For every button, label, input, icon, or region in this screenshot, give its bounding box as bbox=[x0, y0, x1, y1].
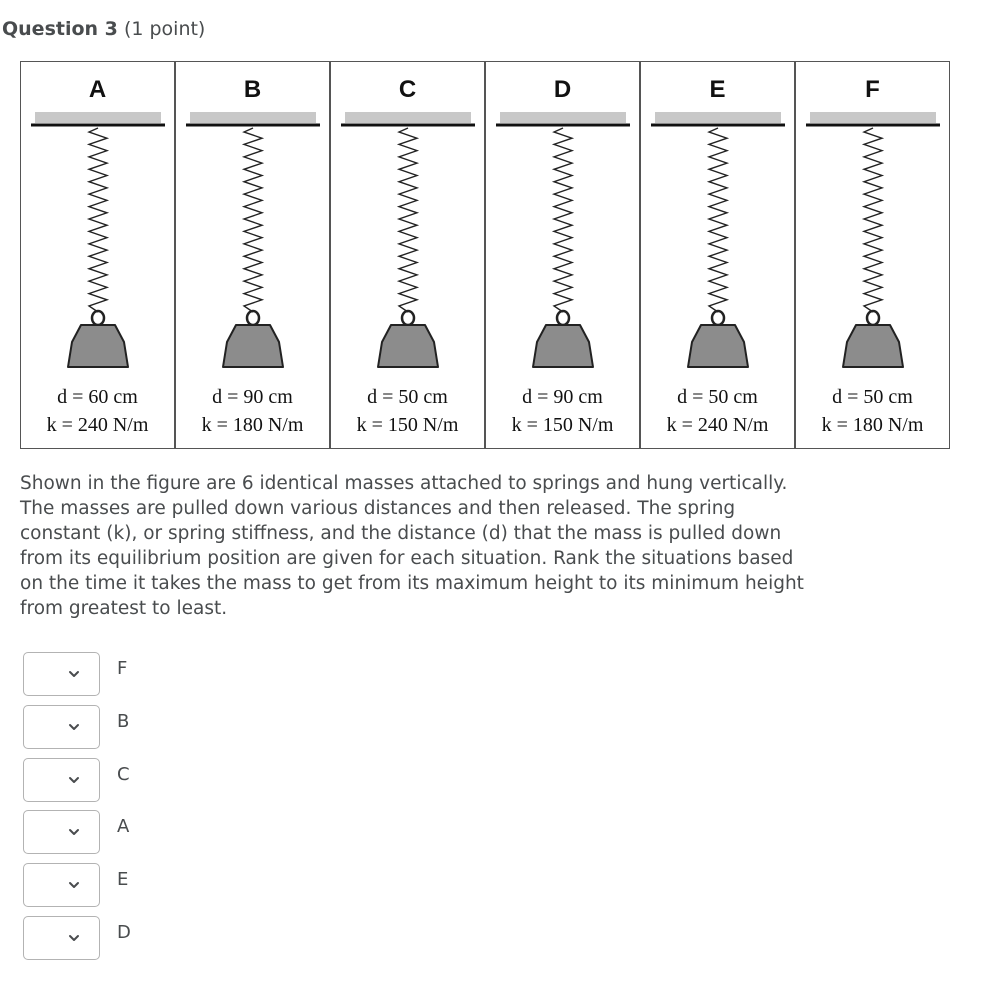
hanging-mass bbox=[843, 325, 903, 367]
hanging-mass bbox=[688, 325, 748, 367]
spring-constant-label: k = 240 N/m bbox=[46, 414, 149, 436]
hanging-mass bbox=[223, 325, 283, 367]
spring-coil bbox=[89, 128, 107, 312]
mass-hook bbox=[557, 311, 569, 325]
spring-constant-label: k = 150 N/m bbox=[356, 414, 459, 436]
ceiling-support bbox=[655, 112, 781, 123]
distance-label: d = 90 cm bbox=[522, 386, 603, 408]
panel-label: F bbox=[865, 76, 880, 103]
chevron-down-icon bbox=[67, 720, 81, 734]
chevron-down-icon bbox=[67, 773, 81, 787]
rank-dropdown[interactable] bbox=[23, 758, 100, 802]
rank-item-label: C bbox=[117, 764, 130, 785]
question-title: Question 3 bbox=[2, 18, 118, 40]
spring-coil bbox=[399, 128, 417, 312]
spring-panel-b bbox=[175, 61, 330, 449]
distance-label: d = 90 cm bbox=[212, 386, 293, 408]
distance-label: d = 50 cm bbox=[677, 386, 758, 408]
distance-label: d = 50 cm bbox=[832, 386, 913, 408]
distance-label: d = 50 cm bbox=[367, 386, 448, 408]
question-description: Shown in the figure are 6 identical masses attached to springs and hung vertically. The masses are pulled down various distances and then released. The spring constant (k), or spring stiffness, and the distance (d) that the mass is pulled down from its equilibrium position are given for each situation. Rank the situations based on the time it takes the mass to get from its maximum height to its minimum height from greatest to least. bbox=[20, 473, 804, 619]
spring-coil bbox=[244, 128, 262, 312]
ceiling-support bbox=[810, 112, 936, 123]
ranking-row bbox=[23, 758, 223, 806]
rank-dropdown[interactable] bbox=[23, 652, 100, 696]
question-points: (1 point) bbox=[123, 18, 206, 40]
ceiling-support bbox=[190, 112, 316, 123]
spring-panel-d bbox=[485, 61, 640, 449]
distance-label: d = 60 cm bbox=[57, 386, 138, 408]
spring-coil bbox=[554, 128, 572, 312]
spring-constant-label: k = 240 N/m bbox=[666, 414, 769, 436]
ranking-row bbox=[23, 810, 223, 858]
chevron-down-icon bbox=[67, 931, 81, 945]
spring-panel-f bbox=[795, 61, 950, 449]
spring-constant-label: k = 180 N/m bbox=[201, 414, 304, 436]
mass-hook bbox=[247, 311, 259, 325]
spring-constant-label: k = 150 N/m bbox=[511, 414, 614, 436]
spring-coil bbox=[709, 128, 727, 312]
spring-constant-label: k = 180 N/m bbox=[821, 414, 924, 436]
rank-dropdown[interactable] bbox=[23, 705, 100, 749]
rank-item-label: A bbox=[117, 816, 130, 837]
ranking-row bbox=[23, 652, 223, 700]
mass-hook bbox=[867, 311, 879, 325]
hanging-mass bbox=[68, 325, 128, 367]
rank-item-label: F bbox=[117, 658, 128, 679]
mass-hook bbox=[402, 311, 414, 325]
ranking-row bbox=[23, 916, 223, 964]
ranking-row bbox=[23, 863, 223, 911]
hanging-mass bbox=[378, 325, 438, 367]
spring-figure bbox=[20, 61, 948, 449]
spring-panel-e bbox=[640, 61, 795, 449]
spring-coil bbox=[864, 128, 882, 312]
rank-dropdown[interactable] bbox=[23, 916, 100, 960]
panel-label: B bbox=[243, 76, 262, 103]
rank-item-label: B bbox=[117, 711, 130, 732]
mass-hook bbox=[92, 311, 104, 325]
ceiling-support bbox=[35, 112, 161, 123]
rank-item-label: D bbox=[117, 922, 131, 943]
panel-label: D bbox=[553, 76, 572, 103]
panel-label: E bbox=[709, 76, 726, 103]
spring-panel-c bbox=[330, 61, 485, 449]
chevron-down-icon bbox=[67, 878, 81, 892]
spring-panel-a bbox=[20, 61, 175, 449]
panel-label: A bbox=[88, 76, 107, 103]
question-header bbox=[2, 18, 205, 40]
panel-label: C bbox=[398, 76, 417, 103]
chevron-down-icon bbox=[67, 825, 81, 839]
ranking-row bbox=[23, 705, 223, 753]
hanging-mass bbox=[533, 325, 593, 367]
chevron-down-icon bbox=[67, 667, 81, 681]
rank-dropdown[interactable] bbox=[23, 810, 100, 854]
ceiling-support bbox=[500, 112, 626, 123]
mass-hook bbox=[712, 311, 724, 325]
rank-item-label: E bbox=[117, 869, 129, 890]
ceiling-support bbox=[345, 112, 471, 123]
rank-dropdown[interactable] bbox=[23, 863, 100, 907]
